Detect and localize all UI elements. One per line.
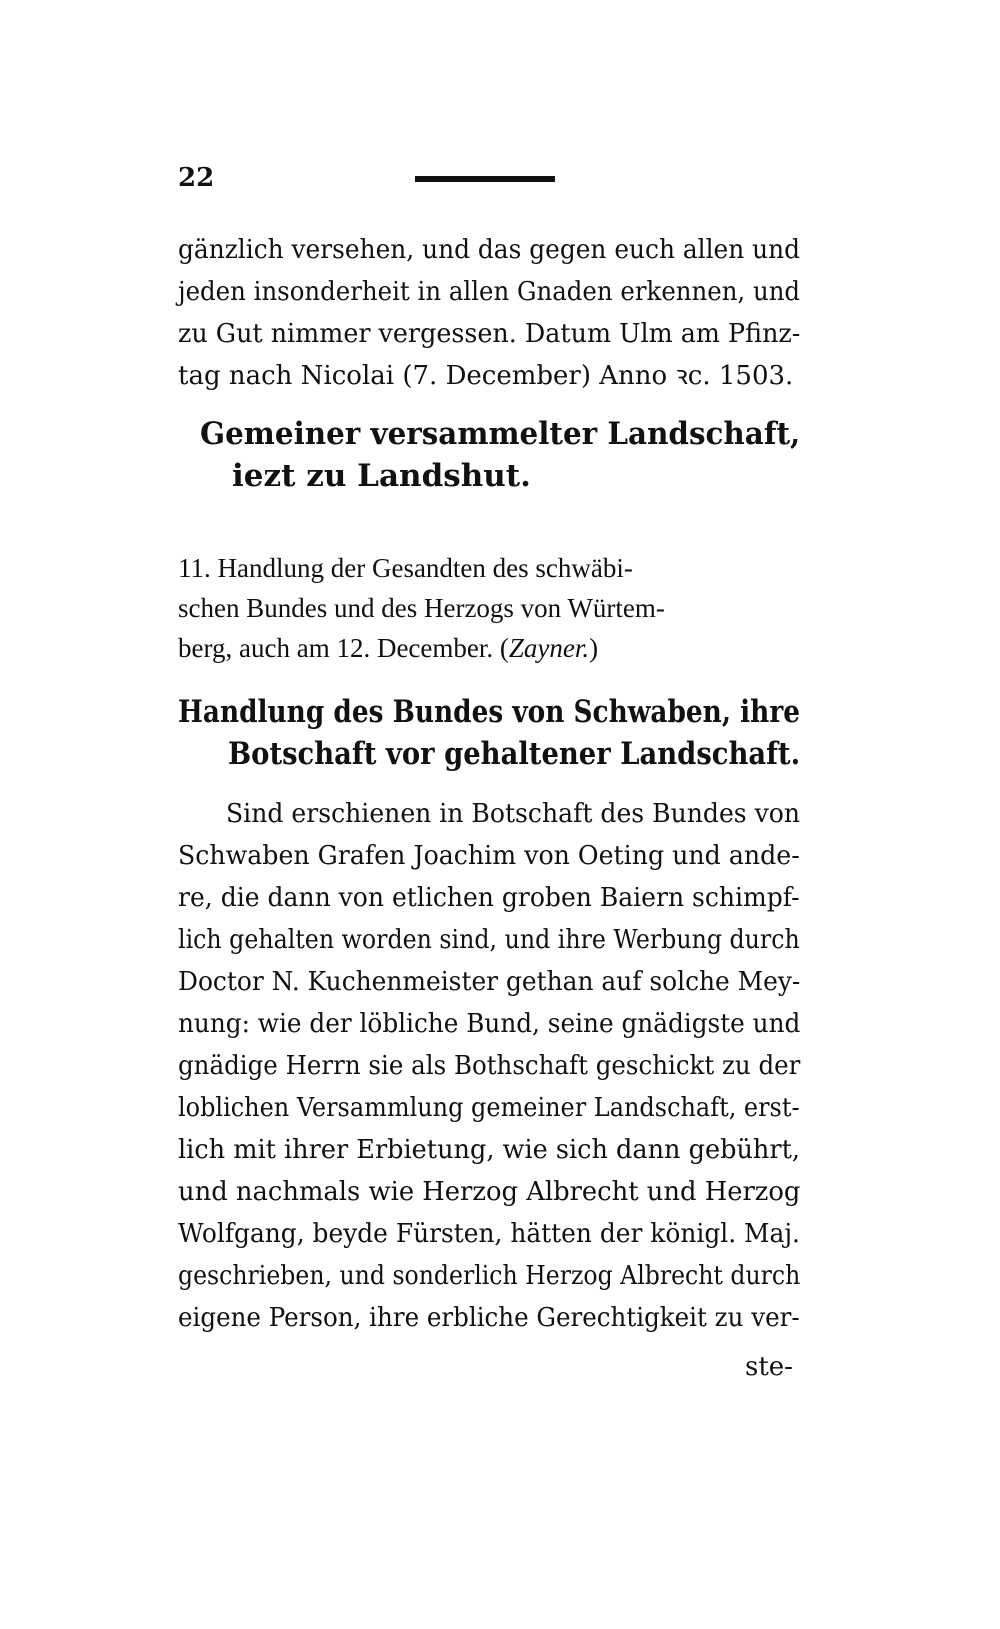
text-line: gänzlich versehen, und das gegen euch allen und [178,235,801,265]
text-line: jeden insonderheit in allen Gnaden erkennen, und [178,277,801,307]
text-line: re, die dann von etlichen groben Baiern schimpf- [178,883,800,913]
text-line: Sind erschienen in Botschaft des Bundes von [226,799,801,829]
text-line: zu Gut nimmer vergessen. Datum Ulm am Pfinz- [178,319,801,349]
text-line: Doctor N. Kuchenmeister gethan auf solche Mey- [178,967,801,997]
source-name: Zayner. [508,633,590,663]
catchword: ste- [745,1352,793,1382]
heading-line: Botschaft vor gehaltener Landschaft. [228,736,801,772]
signature-line: Gemeiner versammelter Landschaft, [200,416,801,452]
text-line: lich mit ihrer Erbietung, wie sich dann gebührt, [178,1135,800,1165]
signature-line: iezt zu Landshut. [232,458,531,494]
text-line: nung: wie der löbliche Bund, seine gnädigste und [178,1009,801,1039]
text-line: tag nach Nicolai (7. December) Anno ꝛc. 1503. [178,361,794,391]
section-title-text: ) [589,633,599,663]
text-line: loblichen Versammlung gemeiner Landschaft, erst- [178,1093,800,1123]
header-rule [415,176,555,182]
section-number: 11. [178,553,211,583]
text-line: Schwaben Grafen Joachim von Oeting und ande- [178,841,800,871]
heading-line: Handlung des Bundes von Schwaben, ihre [178,694,800,730]
section-title-line [178,546,633,590]
text-line: eigene Person, ihre erbliche Gerechtigkeit zu ver- [178,1303,800,1333]
text-line: Wolfgang, beyde Fürsten, hätten der königl. Maj. [178,1219,800,1249]
text-line: gnädige Herrn sie als Bothschaft geschickt zu der [178,1051,801,1081]
section-title-line: schen Bundes und des Herzogs von Würtem- [178,593,665,623]
section-title-text: berg, auch am 12. December. ( [178,633,509,663]
text-line: geschrieben, und sonderlich Herzog Albrecht durch [178,1261,801,1291]
text-line: lich gehalten worden sind, und ihre Werbung durch [178,925,800,955]
section-title-line [178,626,598,670]
section-title-text: Handlung der Gesandten des schwäbi- [217,553,633,583]
text-line: und nachmals wie Herzog Albrecht und Herzog [178,1177,801,1207]
page-number: 22 [178,163,215,193]
